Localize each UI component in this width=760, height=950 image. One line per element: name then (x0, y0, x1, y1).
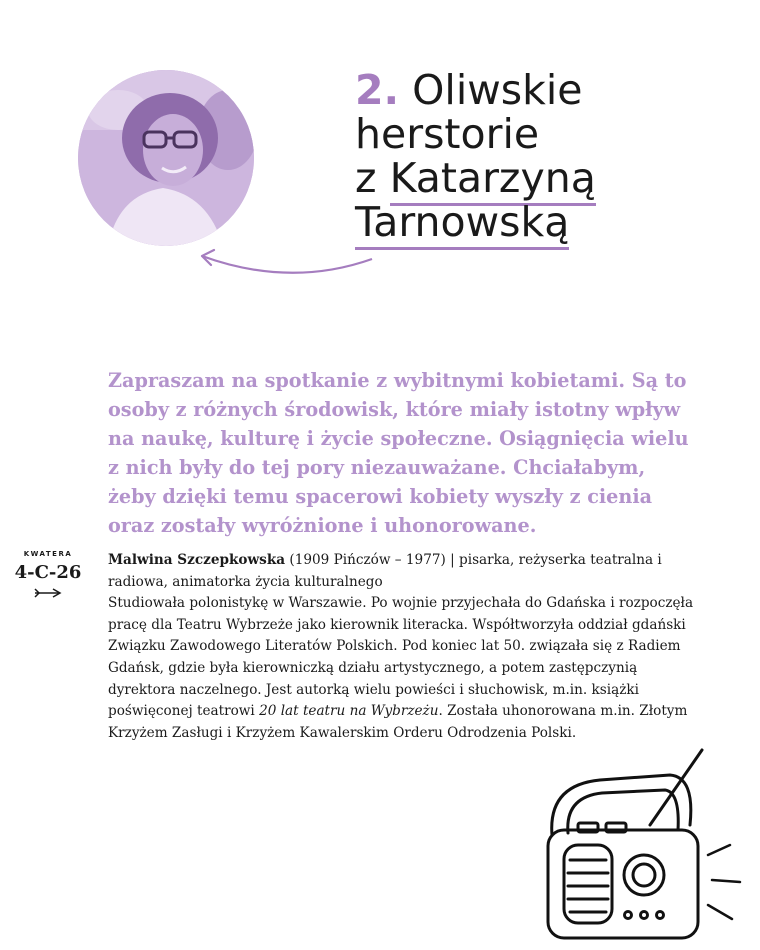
page-title (355, 68, 745, 244)
kwatera-label: KWATERA (23, 550, 73, 558)
guide-last-name: Tarnowską (355, 198, 569, 250)
radio-illustration (540, 745, 750, 945)
curved-arrow (190, 240, 380, 280)
portrait-photo (78, 70, 254, 246)
bio-dates: (1909 Pińczów – 1977) | pisarka, reżyserka teatralna i radiowa, animatorka życia kulturalnego (108, 552, 662, 590)
bio-text: Studiowała polonistykę w Warszawie. Po wojnie przyjechała do Gdańska i rozpoczęła pracę dla Teatru Wybrzeże jako kierownik literacka. Współtworzyła oddział gdański Związku Zawodowego Literatów Polskich. Pod koniec lat 50. związała się z Radiem Gdańsk, gdzie była kierowniczką działu artystycznego, a potem zastępczynią dyrektora naczelnego. Jest autorką wielu powieści i słuchowisk, m.in. książki poświęconej teatrowi (108, 595, 694, 720)
tour-number: 2. (355, 66, 400, 114)
small-arrow-icon (33, 588, 63, 598)
title-line-2: herstorie (355, 110, 540, 158)
guide-first-name: Katarzyną (390, 154, 596, 206)
title-line-1: Oliwskie (412, 66, 583, 114)
bio-name: Malwina Szczepkowska (108, 552, 286, 568)
title-line-3-prefix: z (355, 154, 377, 202)
kwatera-marker (12, 550, 84, 602)
bio-text-end: . Została uhonorowana m.in. Złotym Krzyżem Zasługi i Krzyżem Kawalerskim Orderu Odrodzenia Polski. (108, 703, 688, 741)
bio-book-title: 20 lat teatru na Wybrzeżu (259, 703, 439, 720)
intro-paragraph: Zapraszam na spotkanie z wybitnymi kobietami. Są to osoby z różnych środowisk, które miały istotny wpływ na naukę, kulturę i życie społeczne. Osiągnięcia wielu z nich były do tej pory niezauważane. Chciałabym, żeby dzięki temu spacerowi kobiety wyszły z cienia oraz zostały wyróżnione i uhonorowane. (108, 369, 689, 537)
kwatera-code: 4-C-26 (14, 562, 82, 583)
bio-paragraph (108, 550, 708, 744)
